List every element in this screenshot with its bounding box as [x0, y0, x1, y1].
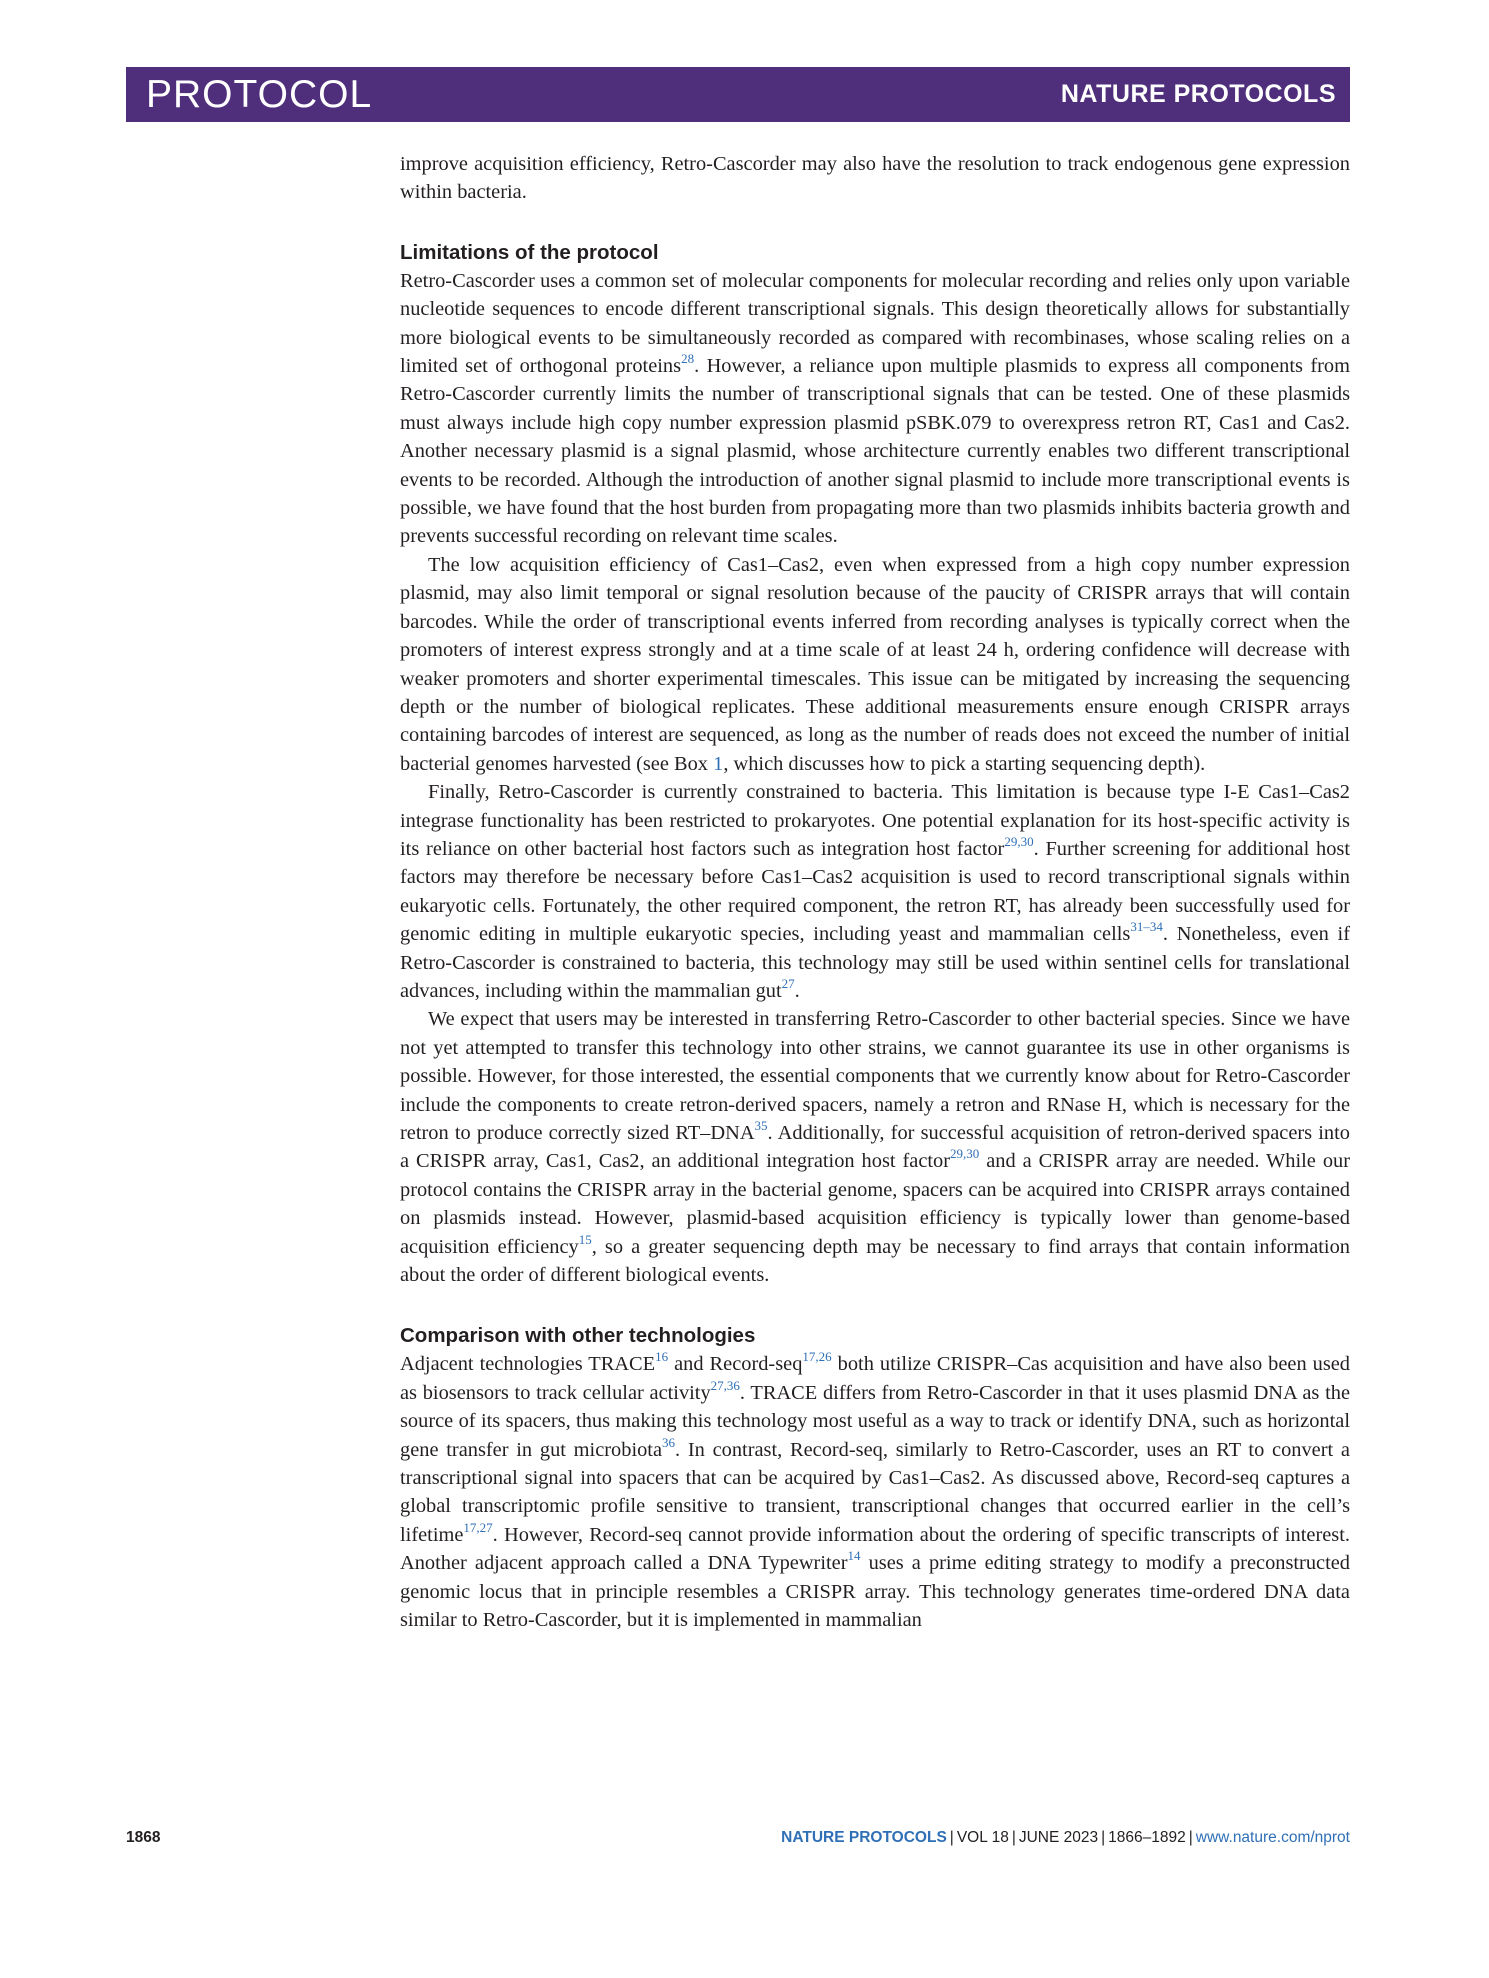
citation-ref[interactable]: 17,27 [463, 1519, 493, 1535]
comparison-paragraph-1 [400, 1350, 1350, 1634]
text-run: . In contrast, Record-seq, similarly to Retro-Cascorder, uses an RT to convert a transcriptional signal into spacers that can be acquired by Cas1–Cas2. As discussed above, Record-seq captures a global transcriptomic profile sensitive to transient, transcriptional changes that occurred earlier in the cell’s lifetime [400, 1438, 1350, 1546]
separator: | [1011, 1829, 1016, 1846]
citation-ref[interactable]: 17,26 [802, 1349, 832, 1365]
text-run: . Further screening for additional host factors may therefore be necessary before Cas1–Cas2 acquisition is used to record transcriptional signals within eukaryotic cells. Fortunately, the other required component, the retron RT, has already been successfully used for genomic editing in multiple eukaryotic species, including yeast and mammalian cells [400, 837, 1350, 946]
limitations-paragraph-3 [400, 778, 1350, 1005]
citation-ref[interactable]: 15 [578, 1231, 592, 1247]
citation-ref[interactable]: 35 [754, 1118, 768, 1133]
separator: | [1101, 1829, 1106, 1846]
journal-date: JUNE 2023 [1018, 1829, 1099, 1846]
text-run: and Record-seq [668, 1353, 803, 1376]
text-run: We expect that users may be interested in transferring Retro-Cascorder to other bacterial species. Since we have not yet attempted to transfer this technology into other strains, we cannot guarantee its use in other organisms is possible. However, for those interested, the essential components that we currently know about for Retro-Cascorder include the components to create retron-derived spacers, namely a retron and RNase H, which is necessary for the retron to produce correctly sized RT–DNA [400, 1008, 1350, 1144]
limitations-paragraph-1 [400, 267, 1350, 551]
intro-paragraph: improve acquisition efficiency, Retro-Cascorder may also have the resolution to track endogenous gene expression within bacteria. [400, 153, 1350, 204]
text-run: The low acquisition efficiency of Cas1–Cas2, even when expressed from a high copy number expression plasmid, may also limit temporal or signal resolution because of the paucity of CRISPR arrays that will contain barcodes. While the order of transcriptional events inferred from recording analyses is typically correct when the promoters of interest express strongly and at a time scale of at least 24 h, ordering confidence will decrease with weaker promoters and shorter experimental timescales. This issue can be mitigated by increasing the sequencing depth or the number of biological replicates. These additional measurements ensure enough CRISPR arrays containing barcodes of interest are sequenced, as long as the number of reads does not exceed the number of initial bacterial genomes harvested (see Box [400, 553, 1350, 775]
citation-ref[interactable]: 16 [655, 1349, 669, 1365]
limitations-paragraph-2 [400, 551, 1350, 778]
text-run: Adjacent technologies TRACE [400, 1353, 656, 1376]
text-run: . However, a reliance upon multiple plasmids to express all components from Retro-Cascorder currently limits the number of transcriptional signals that can be tested. One of these plasmids must always include high copy number expression plasmid pSBK.079 to overexpress retron RT, Cas1 and Cas2. Another necessary plasmid is a signal plasmid, whose architecture currently enables two different transcriptional events to be recorded. Although the introduction of another signal plasmid to include more transcriptional events is possible, we have found that the host burden from propagating more than two plasmids inhibits bacteria growth and prevents successful recording on relevant time scales. [400, 355, 1350, 548]
limitations-paragraph-4 [400, 1005, 1350, 1289]
text-run: Finally, Retro-Cascorder is currently constrained to bacteria. This limitation is because type I-E Cas1–Cas2 integrase functionality has been restricted to prokaryotes. One potential explanation for its host-specific activity is its reliance on other bacterial host factors such as integration host factor [400, 781, 1350, 860]
article-body [400, 150, 1350, 1635]
text-run: uses a prime editing strategy to modify a preconstructed genomic locus that in principle resembles a CRISPR array. This technology generates time-ordered DNA data similar to Retro-Cascorder, but it is implemented in mammalian [400, 1552, 1351, 1632]
comparison-heading: Comparison with other technologies [400, 1324, 756, 1348]
journal-pages: 1866–1892 [1108, 1829, 1186, 1846]
text-run: Retro-Cascorder uses a common set of molecular components for molecular recording and relies only upon variable nucleotide sequences to encode different transcriptional signals. This design theoretically allows for substantially more biological events to be simultaneously recorded as compared with recombinases, whose scaling relies on a limited set of orthogonal proteins [400, 269, 1350, 378]
section-label: PROTOCOL [146, 73, 373, 116]
citation-ref[interactable]: 36 [662, 1434, 676, 1450]
journal-citation [781, 1829, 1350, 1847]
citation-ref[interactable]: 14 [847, 1548, 861, 1564]
separator: | [1188, 1829, 1193, 1846]
citation-ref[interactable]: 29,30 [950, 1146, 980, 1162]
citation-ref[interactable]: 29,30 [1004, 833, 1034, 849]
text-run: . Additionally, for successful acquisition of retron-derived spacers into a CRISPR array, Cas1, Cas2, an additional integration host factor [400, 1122, 1350, 1173]
citation-ref[interactable]: 28 [681, 351, 695, 367]
journal-label: NATURE PROTOCOLS [1060, 80, 1336, 108]
text-run: . Nonetheless, even if Retro-Cascorder is constrained to bacteria, this technology may still be used within sentinel cells for translational advances, including within the mammalian gut [400, 923, 1350, 1002]
text-run: . [794, 979, 800, 1002]
text-run: . TRACE differs from Retro-Cascorder in that it uses plasmid DNA as the source of its spacers, thus making this technology most useful as a way to track or identify DNA, such as horizontal gene transfer in gut microbiota [400, 1381, 1350, 1461]
limitations-heading: Limitations of the protocol [400, 240, 659, 264]
text-run: and a CRISPR array are needed. While our protocol contains the CRISPR array in the bacterial genome, spacers can be acquired into CRISPR arrays contained on plasmids instead. However, plasmid-based acquisition efficiency is typically lower than genome-based acquisition efficiency [400, 1150, 1350, 1258]
page-footer [126, 1829, 1350, 1851]
separator: | [949, 1829, 954, 1846]
citation-ref[interactable]: 27 [781, 975, 795, 991]
header-banner [126, 67, 1350, 122]
text-run: . However, Record-seq cannot provide information about the ordering of specific transcripts of interest. Another adjacent approach called a DNA Typewriter [400, 1523, 1350, 1575]
page-number: 1868 [126, 1829, 161, 1846]
journal-name-link[interactable]: NATURE PROTOCOLS [781, 1829, 947, 1846]
text-run: , which discusses how to pick a starting sequencing depth). [723, 752, 1206, 775]
box-link[interactable]: 1 [713, 752, 724, 775]
journal-url-link[interactable]: www.nature.com/nprot [1195, 1829, 1350, 1846]
citation-ref[interactable]: 31–34 [1130, 919, 1163, 935]
text-run: both utilize CRISPR–Cas acquisition and have also been used as biosensors to track cellular activity [400, 1353, 1351, 1404]
journal-volume: VOL 18 [956, 1829, 1009, 1846]
text-run: , so a greater sequencing depth may be necessary to find arrays that contain information about the order of different biological events. [400, 1235, 1350, 1287]
citation-ref[interactable]: 27,36 [710, 1377, 740, 1393]
